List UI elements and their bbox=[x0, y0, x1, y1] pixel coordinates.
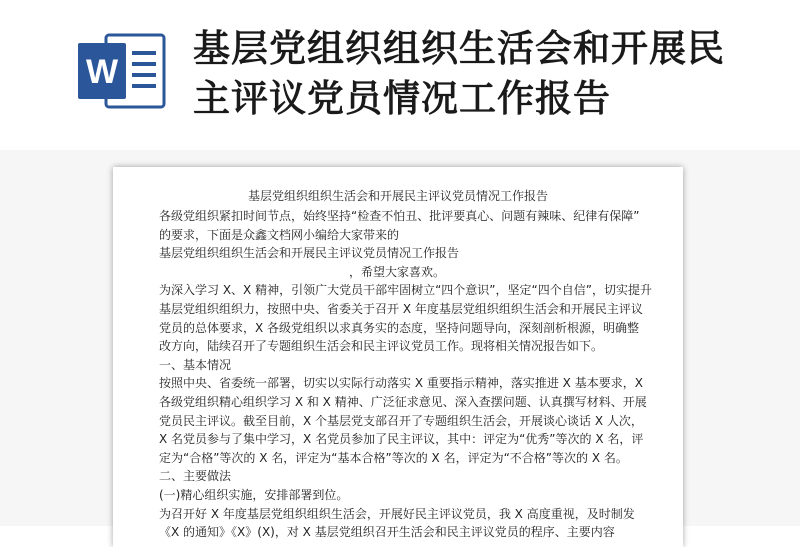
document-page bbox=[113, 167, 683, 547]
body-line: 改方向，陆续召开了专题组织生活会和民主评议党员工作。现将相关情况报告如下。 bbox=[159, 339, 604, 354]
body-line: 各级党组织精心组织学习 X 和 X 精神、广泛征求意见、深入查摆问题、认真撰写材料、开展 bbox=[159, 394, 647, 409]
body-line: 《X 的通知》《X》(X)，对 X 基层党组织召开生活会和民主评议党员的程序、主要内容 bbox=[159, 525, 615, 540]
body-line: 的要求，下面是众鑫文档网小编给大家带来的 bbox=[159, 227, 400, 242]
page-title-line-1: 基层党组织组织生活会和开展民 bbox=[193, 27, 725, 70]
section-heading: 一、基本情况 bbox=[159, 357, 232, 372]
word-document-icon bbox=[76, 33, 168, 109]
document-title: 基层党组织组织生活会和开展民主评议党员情况工作报告 bbox=[247, 189, 548, 203]
section-heading: 二、主要做法 bbox=[159, 469, 232, 484]
body-line: 基层党组织组织生活会和开展民主评议党员情况工作报告 bbox=[159, 246, 460, 261]
page-title-line-2: 主评议党员情况工作报告 bbox=[193, 77, 611, 120]
body-line: 为深入学习 X、X 精神，引领广大党员干部牢固树立“四个意识”，坚定“四个自信”，切实提升 bbox=[159, 283, 652, 298]
body-line: X 名党员参与了集中学习，X 名党员参加了民主评议，其中：评定为“优秀”等次的 X 名，评 bbox=[159, 432, 644, 447]
body-line: 定为“合格”等次的 X 名，评定为“基本合格”等次的 X 名，评定为“不合格”等次的 X 名。 bbox=[159, 450, 628, 465]
body-line: 为召开好 X 年度基层党组织组织生活会，开展好民主评议党员，我 X 高度重视，及时制发 bbox=[159, 506, 635, 521]
body-line: 各级党组织紧扣时间节点，始终坚持“检查不怕丑、批评要真心、问题有辣味、纪律有保障” bbox=[159, 209, 640, 223]
body-line: ，希望大家喜欢。 bbox=[349, 264, 446, 279]
subsection-heading: (一)精心组织实施，安排部署到位。 bbox=[159, 487, 349, 502]
body-line: 党员民主评议。截至目前，X 个基层党支部召开了专题组织生活会，开展谈心谈话 X 人次， bbox=[159, 413, 643, 428]
body-line: 党员的总体要求，X 各级党组织以求真务实的态度，坚持问题导向，深刻剖析根源，明确整 bbox=[159, 320, 640, 335]
body-line: 按照中央、省委统一部署，切实以实际行动落实 X 重要指示精神，落实推进 X 基本要求，X bbox=[159, 376, 643, 391]
body-line: 基层党组织组织力，按照中央、省委关于召开 X 年度基层党组织组织生活会和开展民主评议 bbox=[159, 301, 643, 316]
header bbox=[0, 0, 800, 150]
document-body bbox=[159, 207, 651, 542]
page-title bbox=[193, 24, 773, 124]
svg-text:W: W bbox=[85, 53, 119, 91]
